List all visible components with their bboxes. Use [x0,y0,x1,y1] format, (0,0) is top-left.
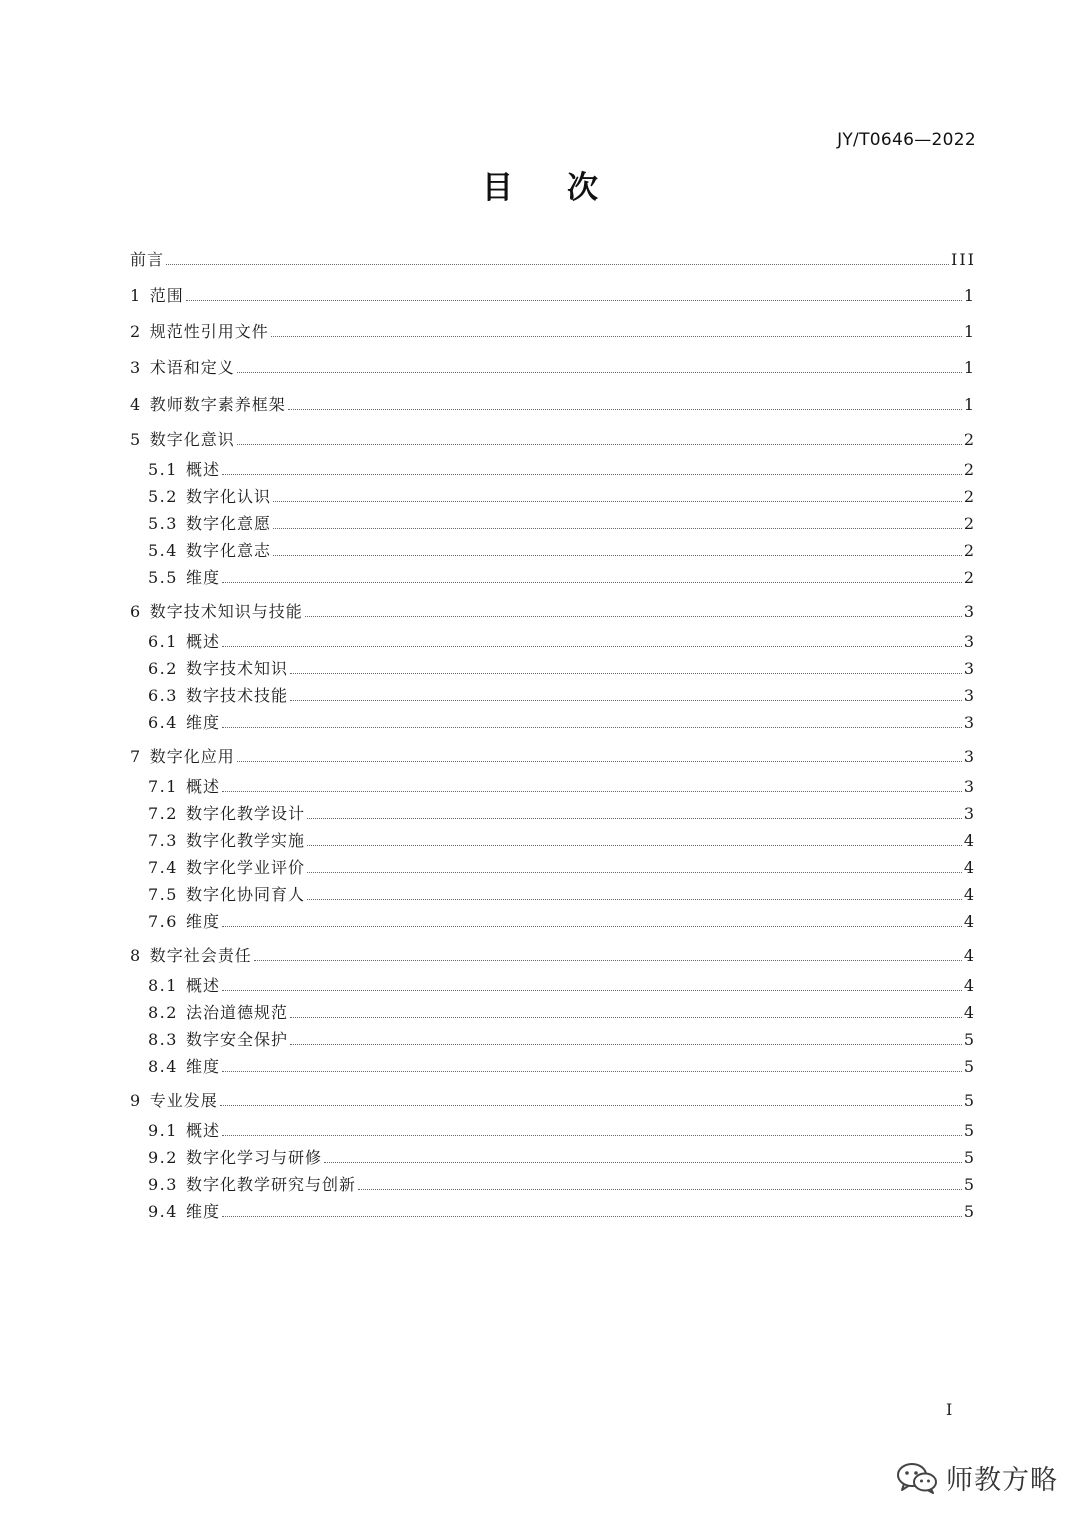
toc-dot-leader [222,1070,962,1072]
toc-entry [130,942,976,966]
toc-entry-page: 5 [963,1121,976,1140]
toc-entry-label: 专业发展 [149,1091,218,1110]
toc-entry-page: 5 [963,1091,976,1110]
toc-dot-leader [324,1161,962,1163]
toc-entry-page: 3 [963,747,976,766]
toc-entry-page: 3 [963,777,976,796]
toc-entry-page: 2 [963,514,976,533]
toc-entry-number: 7.6 [148,912,178,931]
toc-entry-page: 1 [963,286,976,305]
toc-entry [130,391,976,415]
toc-entry-page: 5 [963,1057,976,1076]
toc-dot-leader [273,554,962,556]
toc-entry-page: 5 [963,1030,976,1049]
toc-entry [130,426,976,450]
toc-entry-number: 5 [130,430,142,449]
toc-entry [148,1198,976,1222]
toc-entry [148,537,976,561]
toc-entry [148,854,976,878]
toc-dot-leader [222,790,962,792]
toc-entry [130,354,976,378]
toc-dot-leader [222,473,962,475]
toc-entry-page: 3 [963,804,976,823]
toc-entry [148,1117,976,1141]
document-code: JY/T0646—2022 [837,130,976,150]
toc-dot-leader [273,500,962,502]
toc-entry-label: 数字技术知识与技能 [149,602,303,621]
toc-entry [148,999,976,1023]
toc-entry-label: 数字化教学研究与创新 [185,1175,356,1194]
toc-entry-label: 数字安全保护 [185,1030,288,1049]
toc-entry [148,1171,976,1195]
toc-entry-label: 维度 [185,1202,220,1221]
toc-entry-number: 5.4 [148,541,178,560]
toc-dot-leader [290,699,962,701]
toc-entry [148,483,976,507]
toc-dot-leader [358,1188,962,1190]
toc-entry [148,1053,976,1077]
toc-entry-number: 6.2 [148,659,178,678]
toc-entry-page: 2 [963,430,976,449]
toc-entry-page: 5 [963,1148,976,1167]
toc-entry [130,282,976,306]
toc-entry [148,709,976,733]
toc-entry-number: 3 [130,358,142,377]
toc-entry-page: 3 [963,713,976,732]
toc-entry-label: 法治道德规范 [185,1003,288,1022]
toc-entry-label: 数字化意识 [149,430,235,449]
toc-dot-leader [254,959,962,961]
toc-entry-number: 5.5 [148,568,178,587]
toc-entry [148,827,976,851]
toc-entry [148,972,976,996]
toc-entry-page: 1 [963,322,976,341]
toc-entry-number: 6.4 [148,713,178,732]
toc-entry [148,800,976,824]
toc-entry-page: 4 [963,858,976,877]
toc-entry-page: 4 [963,831,976,850]
toc-entry [148,456,976,480]
toc-entry-number: 5.1 [148,460,178,479]
toc-entry-page: 3 [963,602,976,621]
toc-dot-leader [220,1104,962,1106]
toc-entry-label: 概述 [185,1121,220,1140]
toc-entry-label: 术语和定义 [149,358,235,377]
toc-entry-label: 数字社会责任 [149,946,252,965]
toc-entry-label: 数字化教学设计 [185,804,305,823]
toc-entry-number: 2 [130,322,142,341]
toc-entry-number: 4 [130,395,142,414]
page-folio: I [946,1400,953,1419]
toc-entry-number: 8.2 [148,1003,178,1022]
toc-entry [148,1144,976,1168]
wechat-logo-icon [896,1462,938,1494]
toc-entry-page: 4 [963,1003,976,1022]
toc-entry-page: 5 [963,1175,976,1194]
toc-entry-number: 8 [130,946,142,965]
toc-dot-leader [290,672,962,674]
toc-entry-number: 1 [130,286,142,305]
toc-entry-label: 维度 [185,713,220,732]
toc-dot-leader [222,581,962,583]
toc-entry-number: 8.4 [148,1057,178,1076]
toc-entry-number: 7.1 [148,777,178,796]
toc-entry-page: 2 [963,460,976,479]
toc-entry [148,564,976,588]
page-title: 目次 [482,170,652,206]
toc-dot-leader [273,527,962,529]
toc-entry-number: 6.3 [148,686,178,705]
toc-entry-number: 9.4 [148,1202,178,1221]
toc-entry-label: 数字化学习与研修 [185,1148,322,1167]
toc-entry [148,908,976,932]
toc-dot-leader [186,299,962,301]
toc-dot-leader [166,263,949,265]
toc-dot-leader [222,925,962,927]
toc-entry-page: 1 [963,395,976,414]
toc-entry-number: 8.1 [148,976,178,995]
toc-entry-label: 前言 [130,250,165,269]
toc-entry [148,1026,976,1050]
toc-entry-page: 4 [963,885,976,904]
watermark [896,1458,1058,1497]
toc-entry-number: 9.2 [148,1148,178,1167]
toc-entry-number: 6.1 [148,632,178,651]
toc-entry [130,318,976,342]
toc-entry-label: 数字化认识 [185,487,271,506]
toc-entry-number: 5.2 [148,487,178,506]
toc-entry-number: 9.3 [148,1175,178,1194]
toc-entry-number: 9.1 [148,1121,178,1140]
toc-entry-page: 3 [963,686,976,705]
toc-entry-page: 2 [963,568,976,587]
toc-entry-label: 维度 [185,1057,220,1076]
toc-dot-leader [237,760,962,762]
toc-dot-leader [222,1215,962,1217]
toc-entry-label: 数字化教学实施 [185,831,305,850]
watermark-text: 师教方略 [946,1465,1058,1496]
toc-entry [130,743,976,767]
toc-dot-leader [222,989,962,991]
toc-entry-label: 规范性引用文件 [149,322,269,341]
toc-entry-label: 概述 [185,632,220,651]
toc-entry-number: 7.3 [148,831,178,850]
toc-entry-label: 数字化应用 [149,747,235,766]
toc-entry-page: III [951,250,976,269]
toc-dot-leader [237,443,962,445]
toc-entry-label: 范围 [149,286,184,305]
toc-entry-page: 1 [963,358,976,377]
toc-entry [148,773,976,797]
toc-entry-label: 数字技术知识 [185,659,288,678]
toc-entry [148,510,976,534]
toc-entry-page: 3 [963,659,976,678]
toc-entry-label: 数字化学业评价 [185,858,305,877]
toc-entry [148,682,976,706]
toc-entry-number: 8.3 [148,1030,178,1049]
toc-dot-leader [307,844,962,846]
toc-entry [130,1087,976,1111]
toc-dot-leader [237,371,962,373]
toc-entry [148,655,976,679]
toc-entry-label: 教师数字素养框架 [149,395,286,414]
toc-entry [130,598,976,622]
toc-dot-leader [222,645,962,647]
toc-entry-label: 维度 [185,912,220,931]
toc-entry-label: 数字技术技能 [185,686,288,705]
toc-entry [148,628,976,652]
toc-entry-number: 5.3 [148,514,178,533]
toc-dot-leader [288,408,962,410]
toc-entry-page: 4 [963,946,976,965]
toc-dot-leader [271,335,962,337]
toc-entry-label: 数字化意志 [185,541,271,560]
toc-entry-label: 概述 [185,777,220,796]
toc-entry [130,246,976,270]
toc-dot-leader [307,898,962,900]
toc-entry-number: 7 [130,747,142,766]
toc-entry-page: 3 [963,632,976,651]
toc-entry-label: 维度 [185,568,220,587]
toc-entry-page: 4 [963,912,976,931]
toc-dot-leader [290,1043,962,1045]
toc-entry-number: 7.2 [148,804,178,823]
toc-entry-page: 5 [963,1202,976,1221]
toc-entry-page: 4 [963,976,976,995]
toc-dot-leader [305,615,962,617]
toc-entry-label: 数字化意愿 [185,514,271,533]
toc-entry-page: 2 [963,541,976,560]
toc-entry-page: 2 [963,487,976,506]
toc-entry-number: 6 [130,602,142,621]
toc-entry-number: 7.5 [148,885,178,904]
toc-entry-number: 7.4 [148,858,178,877]
toc-dot-leader [222,726,962,728]
toc-entry-label: 概述 [185,460,220,479]
toc-entry-label: 数字化协同育人 [185,885,305,904]
toc-entry [148,881,976,905]
toc-dot-leader [307,817,962,819]
toc-dot-leader [307,871,962,873]
toc-entry-number: 9 [130,1091,142,1110]
toc-entry-label: 概述 [185,976,220,995]
toc-dot-leader [222,1134,962,1136]
toc-dot-leader [290,1016,962,1018]
